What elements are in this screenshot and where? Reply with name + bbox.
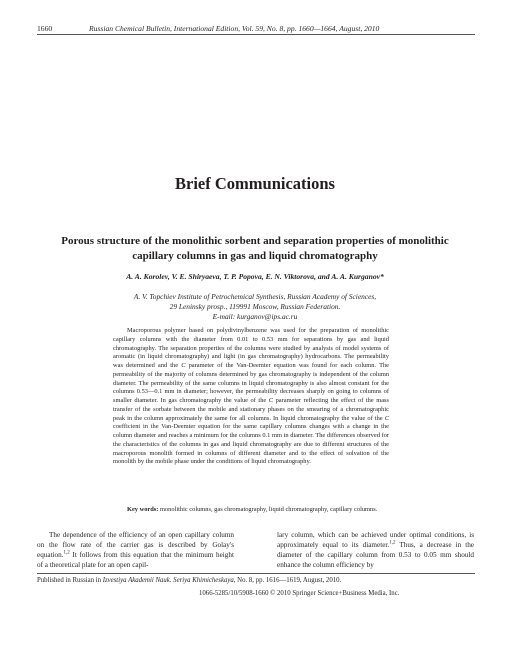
article-title: Porous structure of the monolithic sorbent and separation properties of monolithic capillary columns in gas and liquid chromatography	[61, 235, 449, 262]
keywords-text: monolithic columns, gas chromatography, liquid chromatography, capillary columns.	[158, 506, 378, 513]
affiliation	[60, 292, 450, 322]
affiliation-institute: A. V. Topchiev Institute of Petrochemical Synthesis, Russian Academy of Sciences,	[133, 292, 377, 301]
citation-ref[interactable]: 1,2	[63, 550, 70, 556]
footer-divider	[37, 573, 475, 574]
abstract-text: parameter of the Van-Deemter equation was found for each column. The permeability of the majority of columns determined by gas chromatography is independent of the column diameter. The permeability of the same columns in liquid chromatography is also almost constant for the columns 0.53—0.1 mm in diameter; however, the permeability decreases sharply on going to columns of smaller diameter. In gas chromatography the value of the	[113, 362, 390, 404]
abstract-text: parameter reflecting the effect of the mass transfer of the sorbate between the mobile and stationary phases on the smearing of a chromatographic peak in the column approximately the same for all columns. In liquid chromatography the value of the	[113, 397, 389, 422]
body-text: It follows from this equation that the minimum height of a theoretical plate for an open capil-	[37, 550, 234, 569]
body-text: The dependence of the efficiency of an open capillary column on the flow rate of the carrier gas is described by Golay's equation.	[37, 531, 234, 559]
keywords	[113, 506, 389, 515]
abstract	[113, 327, 389, 467]
abstract-text: Macroporous polymer based on polydivinylbenzene was used for the preparation of monolithic capillary columns with the diameter from 0.01 to 0.53 mm for separations by gas and liquid chromatography. The separation properties of the columns were studied by analysis of model systems of aromatic (in liquid chromatography) and light (in gas chromatography) hydrocarbons. The permeability was determined and the	[113, 327, 389, 369]
keywords-label: Key words:	[127, 506, 159, 513]
abstract-c-symbol: C	[181, 362, 186, 369]
affiliation-email[interactable]: E-mail: kurganov@ips.ac.ru	[212, 312, 298, 321]
publication-note-suffix: No. 8, pp. 1616—1619, August, 2010.	[235, 577, 342, 584]
body-text: lary column, which can be achieved under optimal conditions, is approximately equal to its diameter.	[277, 531, 474, 549]
copyright-line: 1066-5285/10/5908-1660 © 2010 Springer Science+Business Media, Inc.	[199, 590, 400, 597]
section-title: Brief Communications	[175, 174, 335, 193]
author-list: A. A. Korolev, V. E. Shiryaeva, T. P. Popova, E. N. Viktorova, and A. A. Kurganov*	[126, 272, 384, 281]
abstract-c-symbol: C	[268, 397, 274, 404]
citation-ref[interactable]: 1,2	[389, 540, 396, 546]
body-column-right	[277, 531, 474, 571]
page-number: 1660	[37, 24, 53, 33]
publication-note	[37, 577, 341, 584]
journal-citation-header: Russian Chemical Bulletin, International Edition, Vol. 59, No. 8, pp. 1660—1664, August, 2010	[89, 24, 380, 33]
body-column-left	[37, 531, 234, 571]
header-divider	[37, 34, 475, 35]
abstract-c-symbol: C	[384, 414, 389, 422]
body-text: Thus, a decrease in the diameter of the capillary column from 0.53 to 0.05 mm should enhance the column efficiency by	[277, 540, 474, 569]
affiliation-address: 29 Leninsky prosp., 119991 Moscow, Russian Federation.	[169, 302, 341, 311]
abstract-text: coefficient in the Van-Deemter equation for the same capillary columns changes with a change in the column diameter and reaches a minimum for the columns 0.1 mm in diameter. The differences observed for the characteristics of the columns in gas and liquid chromatography are due to different structures of the macroporous monolith formed in columns of different diameter and to the effect of solvation of the monolith by the mobile phase under the conditions of liquid chromatography.	[113, 423, 389, 466]
publication-note-journal: Izvestiya Akademii Nauk. Seriya Khimicheskaya,	[102, 577, 236, 584]
publication-note-prefix: Published in Russian in	[37, 577, 103, 584]
